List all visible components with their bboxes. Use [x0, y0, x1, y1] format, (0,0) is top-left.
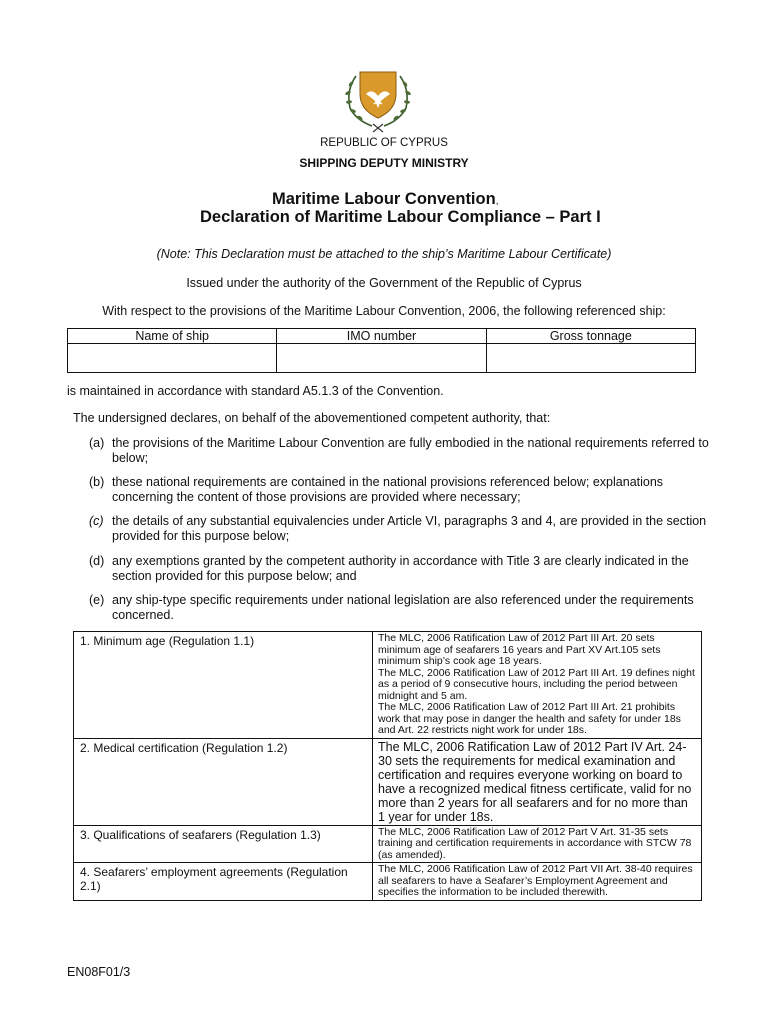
- ship-name-field[interactable]: [68, 344, 277, 373]
- regulation-name: 1. Minimum age (Regulation 1.1): [74, 632, 373, 739]
- gross-tonnage-header: Gross tonnage: [486, 329, 695, 344]
- document-title: [272, 190, 498, 209]
- declaration-item-c: [89, 514, 709, 544]
- item-text: the details of any substantial equivalencies under Article VI, paragraphs 3 and 4, are provided in the section provided for this purpose below;: [112, 514, 707, 543]
- item-label: (a): [89, 436, 105, 450]
- table-row: [74, 738, 702, 825]
- declaration-item-b: [89, 475, 709, 505]
- declaration-item-a: [89, 436, 709, 466]
- declaration-item-d: [89, 554, 709, 584]
- regulation-name: 4. Seafarers’ employment agreements (Regulation 2.1): [74, 863, 373, 901]
- ship-table-header-row: [68, 329, 696, 344]
- form-code: EN08F01/3: [67, 965, 131, 979]
- table-row: [74, 825, 702, 863]
- ship-name-header: Name of ship: [68, 329, 277, 344]
- item-label: (c): [89, 514, 104, 528]
- item-label: (b): [89, 475, 105, 489]
- regulation-name: 3. Qualifications of seafarers (Regulation 1.3): [74, 825, 373, 863]
- table-row: [74, 863, 702, 901]
- gross-tonnage-field[interactable]: [486, 344, 695, 373]
- issued-statement: Issued under the authority of the Government of the Republic of Cyprus: [186, 276, 582, 290]
- regulation-details: The MLC, 2006 Ratification Law of 2012 Part VII Art. 38-40 requires all seafarers to have a Seafarer’s Employment Agreement and specifies the information to be included therewith.: [373, 863, 702, 901]
- imo-number-header: IMO number: [277, 329, 486, 344]
- regulations-table: [73, 631, 702, 901]
- item-label: (d): [89, 554, 105, 568]
- country-name: REPUBLIC OF CYPRUS: [320, 137, 448, 149]
- imo-number-field[interactable]: [277, 344, 486, 373]
- ministry-name: SHIPPING DEPUTY MINISTRY: [299, 156, 469, 170]
- table-row: [74, 632, 702, 739]
- title-line-1-suffix: ,: [495, 196, 499, 207]
- item-text: any exemptions granted by the competent authority in accordance with Title 3 are clearly indicated in the section provided for this purpose below; and: [112, 554, 689, 583]
- item-text: the provisions of the Maritime Labour Convention are fully embodied in the national requirements referred to below;: [112, 436, 709, 465]
- ship-details-table: [67, 328, 696, 373]
- declaration-item-e: [89, 593, 709, 623]
- regulation-details: The MLC, 2006 Ratification Law of 2012 Part III Art. 20 sets minimum age of seafarers 16 years and Part XV Art.105 sets minimum ship’s cook age 18 years. The MLC, 2006 Ratification Law of 2012 Part III Art. 19 defines night as a period of 9 consecutive hours, including the period between midnight and 5 am. The MLC, 2006 Ratification Law of 2012 Part III Art. 21 prohibits work that may pose in danger the health and safety for under 18s and Art. 22 restricts night work for under 18s.: [373, 632, 702, 739]
- ship-table-value-row: [68, 344, 696, 373]
- item-label: (e): [89, 593, 105, 607]
- regulation-details: The MLC, 2006 Ratification Law of 2012 Part V Art. 31-35 sets training and certification requirements in accordance with STCW 78 (as amended).: [373, 825, 702, 863]
- regulation-details: The MLC, 2006 Ratification Law of 2012 Part IV Art. 24-30 sets the requirements for medical examination and certification and requires everyone working on board to have a recognized medical fitness certificate, valid for no more than 2 years for all seafarers and for no more than 1 year for under 18s.: [373, 738, 702, 825]
- item-text: these national requirements are contained in the national provisions referenced below; explanations concerning the content of those provisions are provided where necessary;: [112, 475, 664, 504]
- maintained-statement: is maintained in accordance with standard A5.1.3 of the Convention.: [67, 384, 444, 398]
- cyprus-coat-of-arms-icon: [338, 68, 418, 134]
- document-subtitle: Declaration of Maritime Labour Compliance – Part I: [200, 208, 601, 226]
- attachment-note: (Note: This Declaration must be attached to the ship’s Maritime Labour Certificate): [156, 247, 612, 261]
- regulation-name: 2. Medical certification (Regulation 1.2): [74, 738, 373, 825]
- item-text: any ship-type specific requirements under national legislation are also referenced under the requirements concerned.: [112, 593, 694, 622]
- respect-statement: With respect to the provisions of the Maritime Labour Convention, 2006, the following referenced ship:: [102, 304, 666, 318]
- title-line-1: Maritime Labour Convention: [272, 190, 496, 208]
- undersigned-statement: The undersigned declares, on behalf of the abovementioned competent authority, that:: [73, 411, 551, 425]
